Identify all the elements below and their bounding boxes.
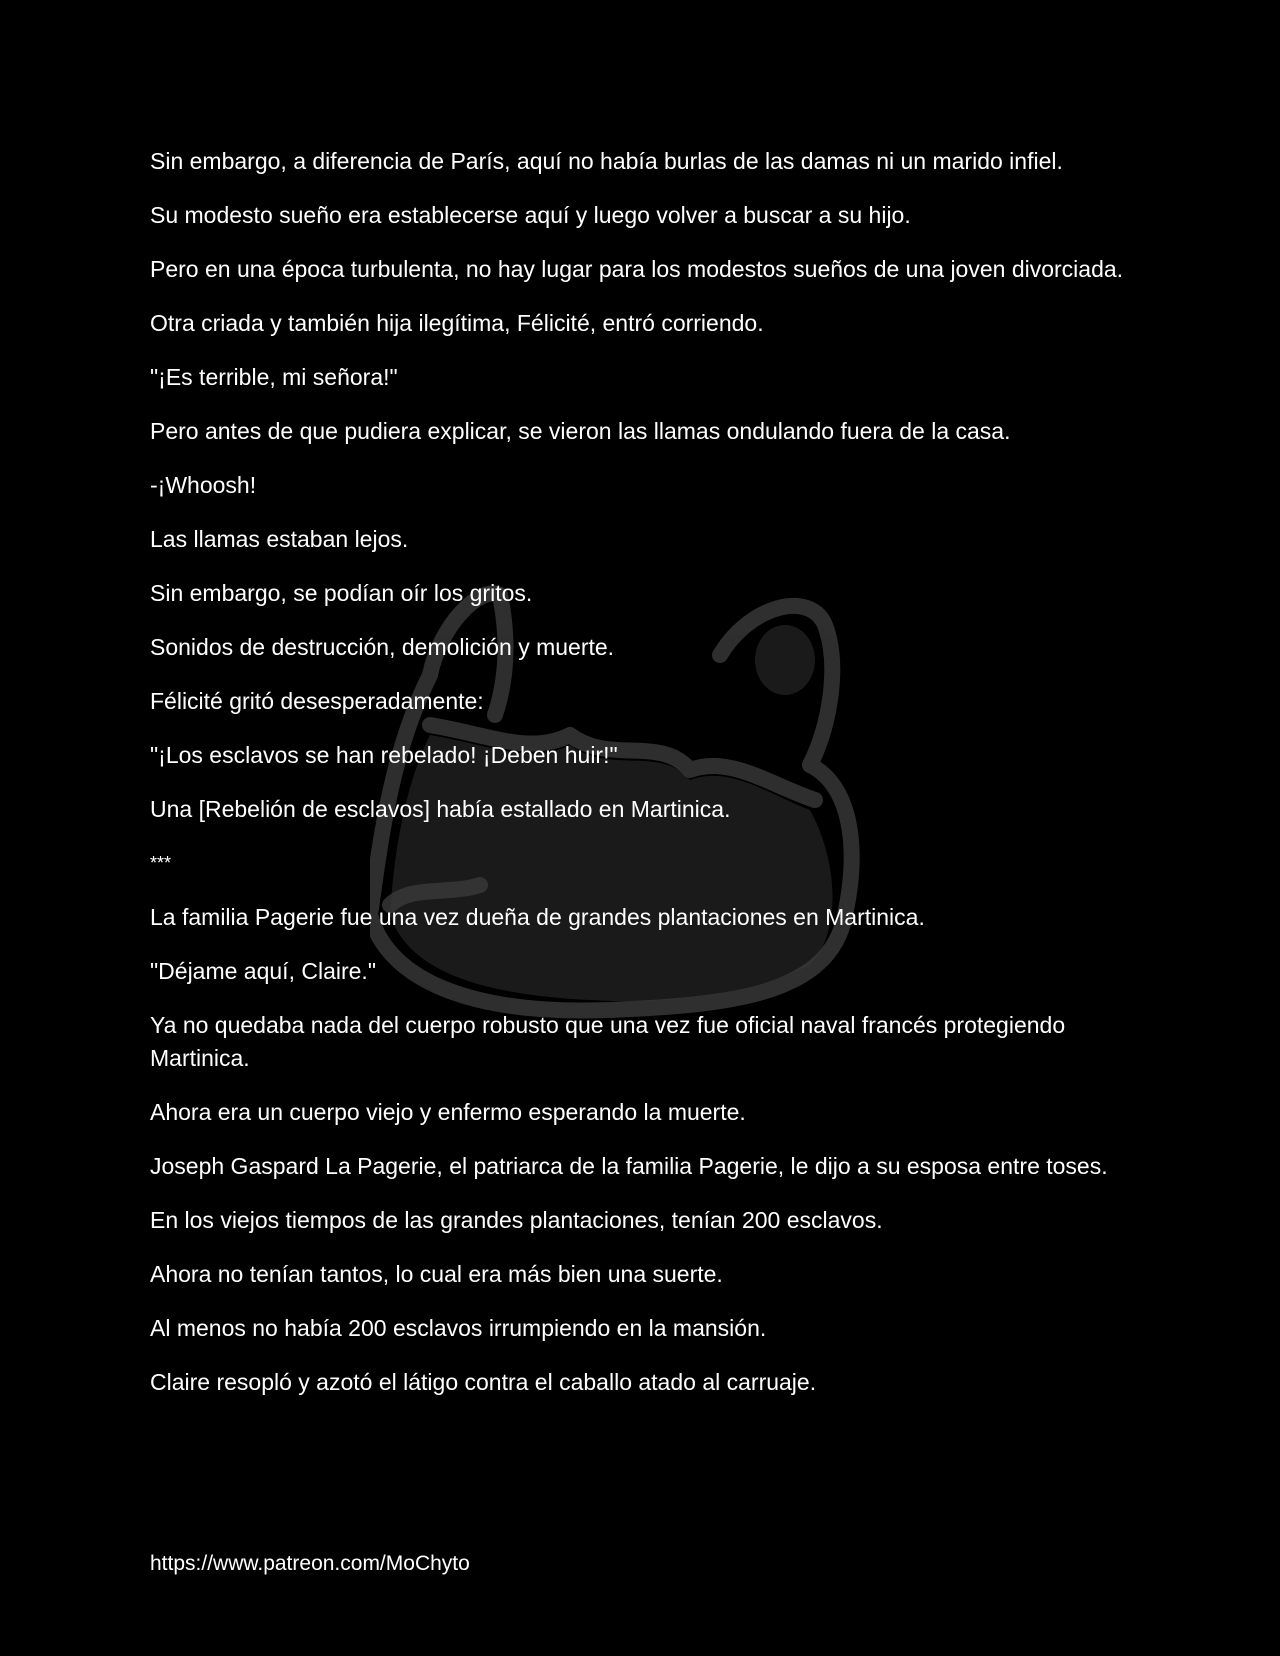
paragraph: "Déjame aquí, Claire." <box>150 958 376 984</box>
paragraph: Al menos no había 200 esclavos irrumpiendo en la mansión. <box>150 1315 767 1341</box>
paragraph: Joseph Gaspard La Pagerie, el patriarca de la familia Pagerie, le dijo a su esposa entre toses. <box>150 1153 1108 1179</box>
paragraph: Pero antes de que pudiera explicar, se vieron las llamas ondulando fuera de la casa. <box>150 418 1011 444</box>
paragraph: -¡Whoosh! <box>150 472 257 498</box>
paragraph: En los viejos tiempos de las grandes plantaciones, tenían 200 esclavos. <box>150 1207 883 1233</box>
paragraph: "¡Los esclavos se han rebelado! ¡Deben huir!" <box>150 742 618 768</box>
story-text <box>150 145 1140 1420</box>
paragraph: Sonidos de destrucción, demolición y muerte. <box>150 634 615 660</box>
patreon-link[interactable]: https://www.patreon.com/MoChyto <box>150 1552 470 1575</box>
scene-separator: *** <box>150 853 172 873</box>
paragraph: Ya no quedaba nada del cuerpo robusto que una vez fue oficial naval francés protegiendo Martinica. <box>150 1012 1066 1071</box>
paragraph: Félicité gritó desesperadamente: <box>150 688 484 714</box>
paragraph: Sin embargo, a diferencia de París, aquí no había burlas de las damas ni un marido infiel. <box>150 148 1063 174</box>
paragraph: Una [Rebelión de esclavos] había estallado en Martinica. <box>150 796 731 822</box>
paragraph: Claire resopló y azotó el látigo contra el caballo atado al carruaje. <box>150 1369 817 1395</box>
paragraph: Sin embargo, se podían oír los gritos. <box>150 580 533 606</box>
paragraph: Las llamas estaban lejos. <box>150 526 409 552</box>
paragraph: Otra criada y también hija ilegítima, Félicité, entró corriendo. <box>150 310 764 336</box>
paragraph: La familia Pagerie fue una vez dueña de grandes plantaciones en Martinica. <box>150 904 925 930</box>
paragraph: Ahora era un cuerpo viejo y enfermo esperando la muerte. <box>150 1099 746 1125</box>
paragraph: "¡Es terrible, mi señora!" <box>150 364 398 390</box>
paragraph: Su modesto sueño era establecerse aquí y luego volver a buscar a su hijo. <box>150 202 911 228</box>
paragraph: Ahora no tenían tantos, lo cual era más bien una suerte. <box>150 1261 723 1287</box>
paragraph: Pero en una época turbulenta, no hay lugar para los modestos sueños de una joven divorciada. <box>150 256 1124 282</box>
